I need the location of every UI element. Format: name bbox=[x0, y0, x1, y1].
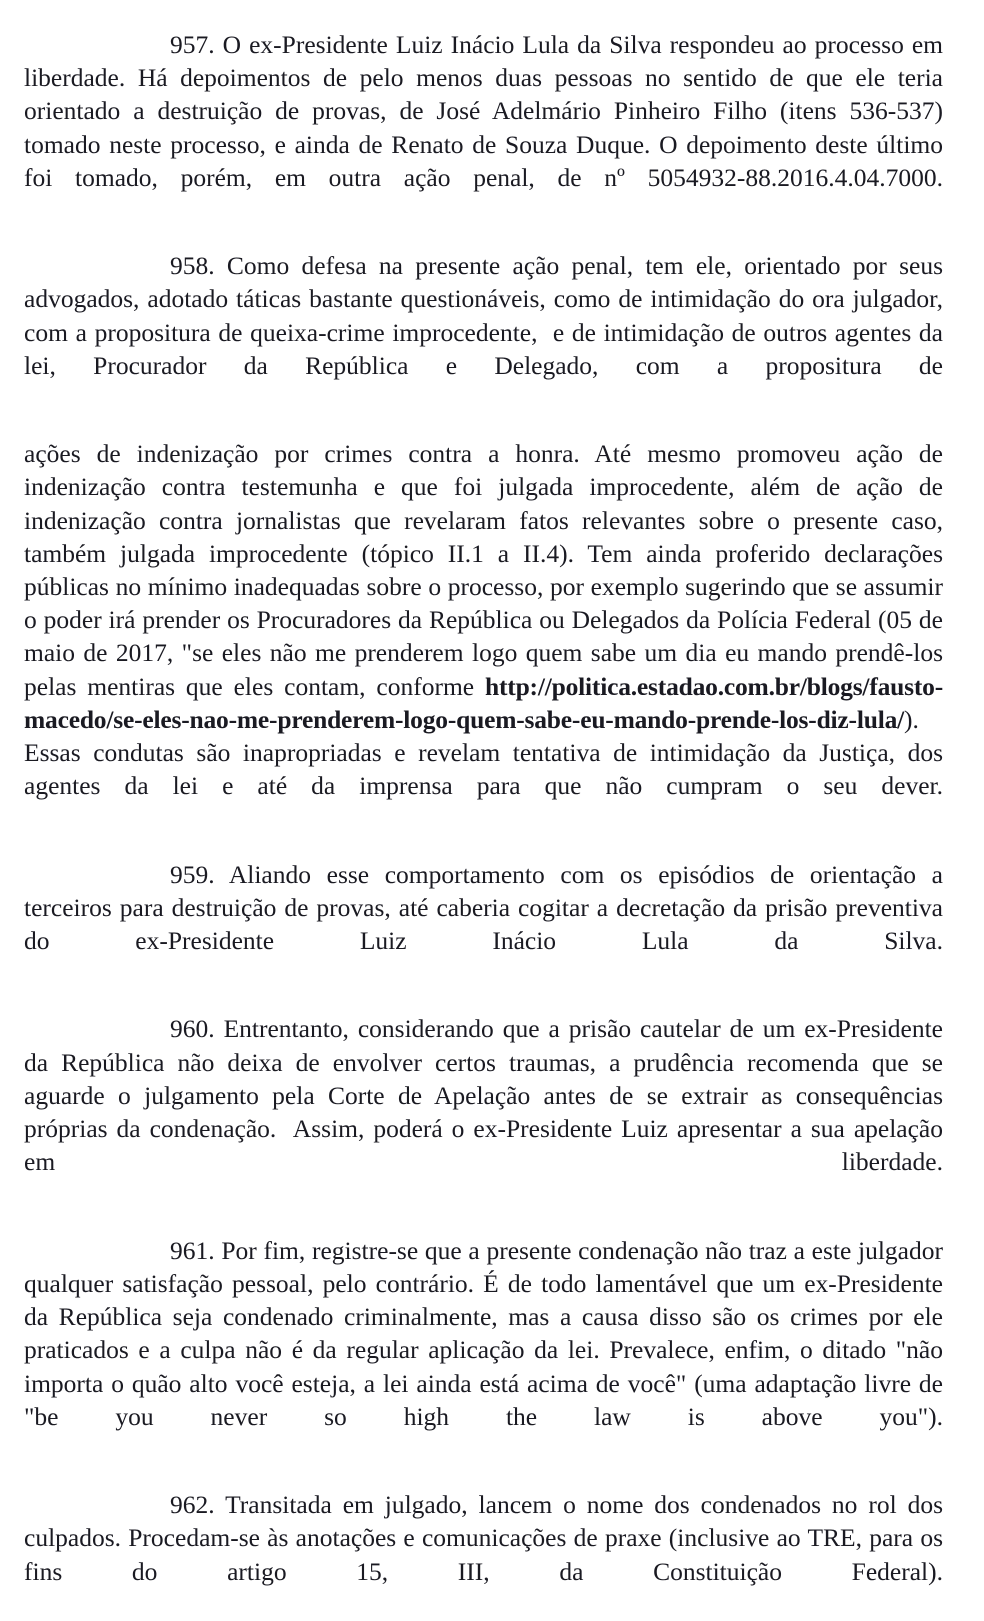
paragraph-958-continuation bbox=[24, 437, 950, 835]
paragraph-959: 959. Aliando esse comportamento com os episódios de orientação a terceiros para destruição de provas, até caberia cogitar a decretação da prisão preventiva do ex-Presidente Luiz Inácio Lula da Silva. bbox=[24, 859, 950, 956]
document-body bbox=[24, 28, 950, 1621]
paragraph-958-continuation-text-a: ações de indenização por crimes contra a honra. Até mesmo promoveu ação de indenização contra testemunha e que foi julgada improcedente, além de ação de indenização contra jornalistas que revelaram fatos relevantes sobre o presente caso, também julgada improcedente (tópico II.1 a II.4). Tem ainda proferido declarações públicas no mínimo inadequadas sobre o processo, por exemplo sugerindo que se assumir o poder irá prender os Procuradores da República ou Delegados da Polícia Federal (05 de maio de 2017, "se eles não me prenderem logo quem sabe um dia eu mando prendê-los pelas mentiras que eles contam, conforme bbox=[24, 439, 950, 701]
paragraph-958-continuation-text-b: ). Essas condutas são inapropriadas e revelam tentativa de intimidação da Justiça, dos agentes da lei e até da imprensa para que não cumpram o seu dever. bbox=[24, 704, 950, 801]
estadao-article-url[interactable]: http://politica.estadao.com.br/blogs/fausto-macedo/se-eles-nao-me-prenderem-logo-quem-sabe-eu-mando-prende-los-diz-lula/ bbox=[24, 671, 943, 734]
paragraph-957: 957. O ex-Presidente Luiz Inácio Lula da Silva respondeu ao processo em liberdade. Há depoimentos de pelo menos duas pessoas no sentido de que ele teria orientado a destruição de provas, de José Adelmário Pinheiro Filho (itens 536-537) tomado neste processo, e ainda de Renato de Souza Duque. O depoimento deste último foi tomado, porém, em outra ação penal, de nº 5054932-88.2016.4.04.7000. bbox=[24, 30, 950, 192]
paragraph-958: 958. Como defesa na presente ação penal, tem ele, orientado por seus advogados, adotado táticas bastante questionáveis, como de intimidação do ora julgador, com a propositura de queixa-crime improcedente, e de intimidação de outros agentes da lei, Procurador da República e Delegado, com a propositura de bbox=[24, 251, 950, 380]
paragraph-961: 961. Por fim, registre-se que a presente condenação não traz a este julgador qualquer satisfação pessoal, pelo contrário. É de todo lamentável que um ex-Presidente da República seja condenado criminalmente, mas a causa disso são os crimes por ele praticados e a culpa não é da regular aplicação da lei. Prevalece, enfim, o ditado "não importa o quão alto você esteja, a lei ainda está acima de você" (uma adaptação livre de "be you never so high the law is above you"). bbox=[24, 1235, 950, 1431]
paragraph-960: 960. Entrentanto, considerando que a prisão cautelar de um ex-Presidente da República não deixa de envolver certos traumas, a prudência recomenda que se aguarde o julgamento pela Corte de Apelação antes de se extrair as consequências próprias da condenação. Assim, poderá o ex-Presidente Luiz apresentar a sua apelação em liberdade. bbox=[24, 1014, 950, 1177]
paragraph-962: 962. Transitada em julgado, lancem o nome dos condenados no rol dos culpados. Procedam-se às anotações e comunicações de praxe (inclusive ao TRE, para os fins do artigo 15, III, da Constituição Federal). bbox=[24, 1490, 950, 1586]
